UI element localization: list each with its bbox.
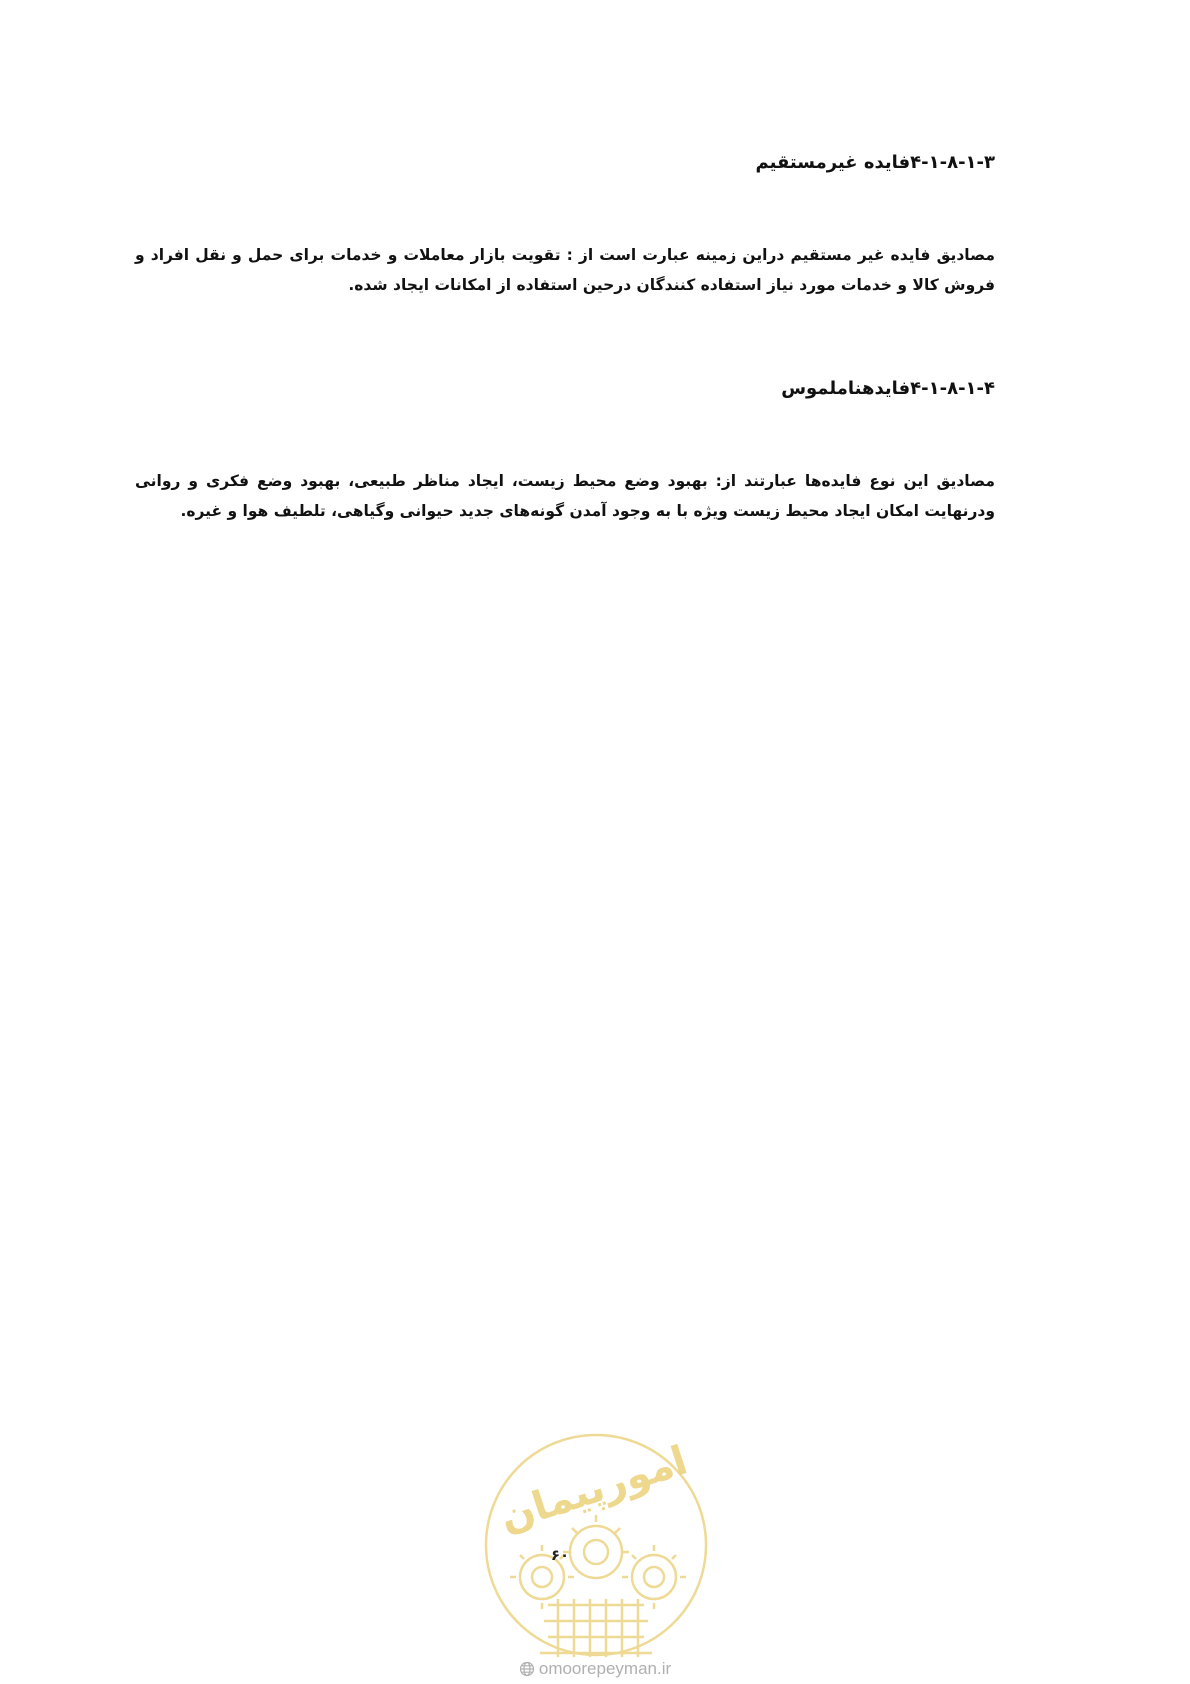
watermark-logo-text: امورپیمان xyxy=(494,1437,693,1542)
watermark-logo xyxy=(478,1427,714,1667)
paragraph-indirect-benefit: مصادیق فایده غیر مستقیم دراین زمینه عبارت است از : تقویت بازار معاملات و خدمات برای حمل و نقل افراد و فروش کالا و خدمات مورد نیاز استفاده کنندگان درحین استفاده از امکانات ایجاد شده. xyxy=(135,246,995,294)
footer-website xyxy=(490,1658,700,1680)
paragraph-intangible-benefit: مصادیق این نوع فایده‌ها عبارتند از: بهبود وضع محیط زیست، ایجاد مناظر طبیعی، بهبود وضع فکری و روانی ودرنهایت امکان ایجاد محیط زیست ویژه با به وجود آمدن گونه‌های جدید حیوانی وگیاهی، تلطیف هوا و غیره. xyxy=(135,472,995,520)
page-number: ۶۰ xyxy=(550,1546,570,1564)
section-heading-indirect-benefit: ۴-۱-۸-۱-۳فایده غیرمستقیم xyxy=(755,152,995,173)
globe-icon xyxy=(519,1661,535,1677)
section-heading-intangible-benefit: ۴-۱-۸-۱-۴فایدهناملموس xyxy=(781,378,995,399)
footer-site-text: omoorepeyman.ir xyxy=(538,1659,672,1678)
